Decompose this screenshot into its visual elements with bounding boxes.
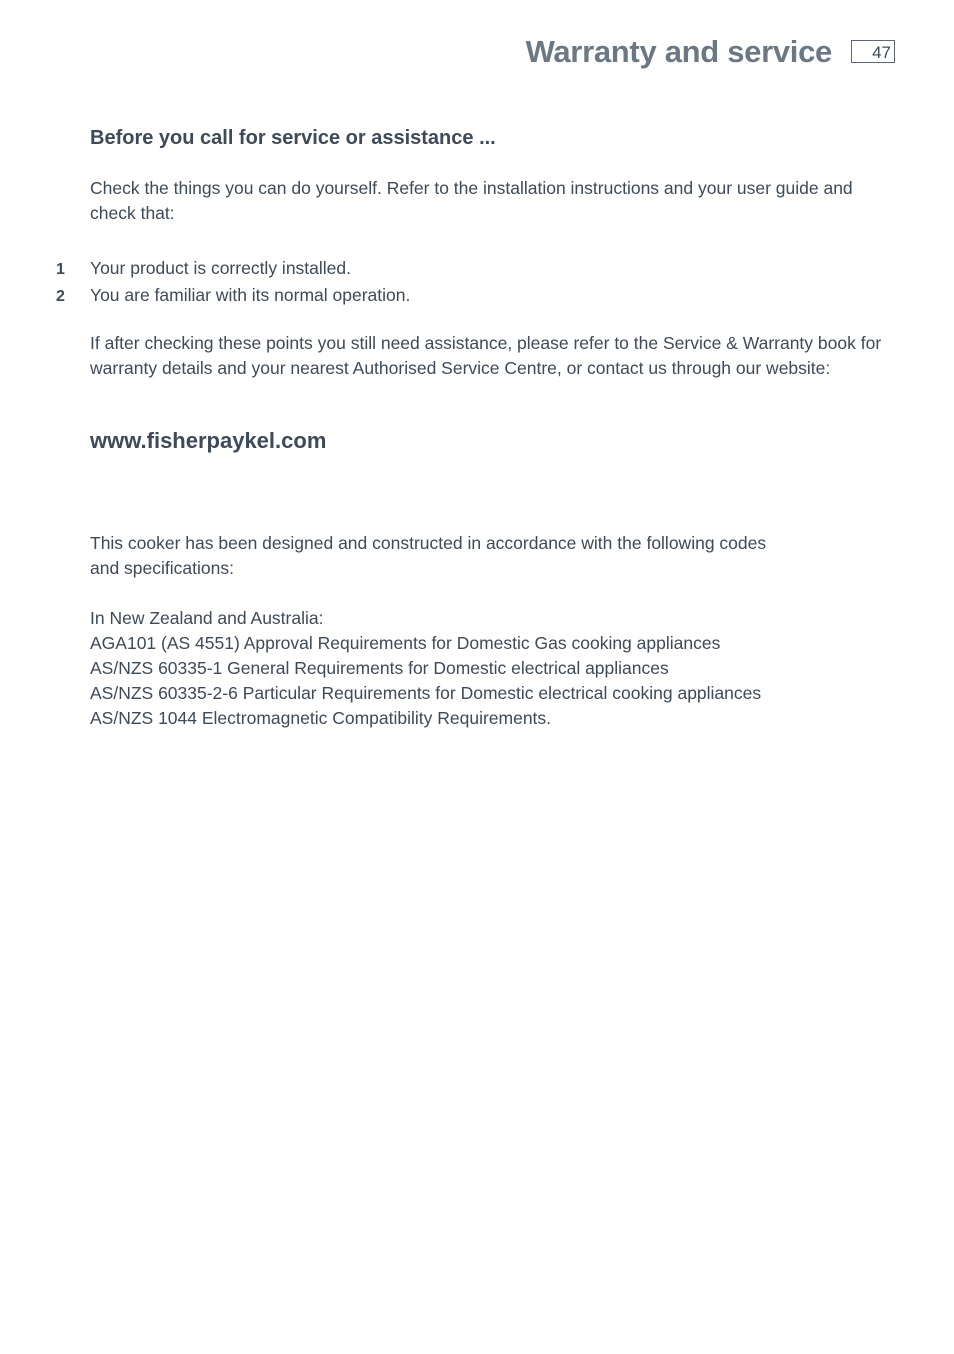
intro-paragraph: Check the things you can do yourself. Refer to the installation instructions and your user guide and check that: (90, 178, 853, 223)
compliance-line: AS/NZS 60335-2-6 Particular Requirements for Domestic electrical cooking appliances (90, 683, 762, 703)
list-item (56, 256, 410, 283)
list-item (56, 283, 410, 310)
list-item-number: 1 (56, 261, 65, 278)
compliance-region: In New Zealand and Australia: (90, 608, 324, 628)
compliance-intro: This cooker has been designed and constructed in accordance with the following codes and specifications: (90, 533, 767, 578)
page-number: 47 (872, 43, 891, 62)
page-title: Warranty and service (525, 34, 832, 69)
compliance-line: AS/NZS 1044 Electromagnetic Compatibility Requirements. (90, 708, 552, 728)
list-item-text: You are familiar with its normal operation. (90, 285, 411, 305)
compliance-list (90, 606, 761, 731)
list-item-number: 2 (56, 288, 65, 305)
followup-paragraph: If after checking these points you still need assistance, please refer to the Service & Warranty book for warranty details and your nearest Authorised Service Centre, or contact us through our website: (90, 333, 882, 378)
checklist (56, 256, 410, 310)
list-item-text: Your product is correctly installed. (90, 258, 352, 278)
page-number-box (851, 40, 895, 63)
compliance-line: AS/NZS 60335-1 General Requirements for Domestic electrical appliances (90, 658, 669, 678)
section-heading: Before you call for service or assistance ... (90, 127, 496, 149)
website-link[interactable]: www.fisherpaykel.com (90, 428, 327, 453)
compliance-line: AGA101 (AS 4551) Approval Requirements for Domestic Gas cooking appliances (90, 633, 721, 653)
